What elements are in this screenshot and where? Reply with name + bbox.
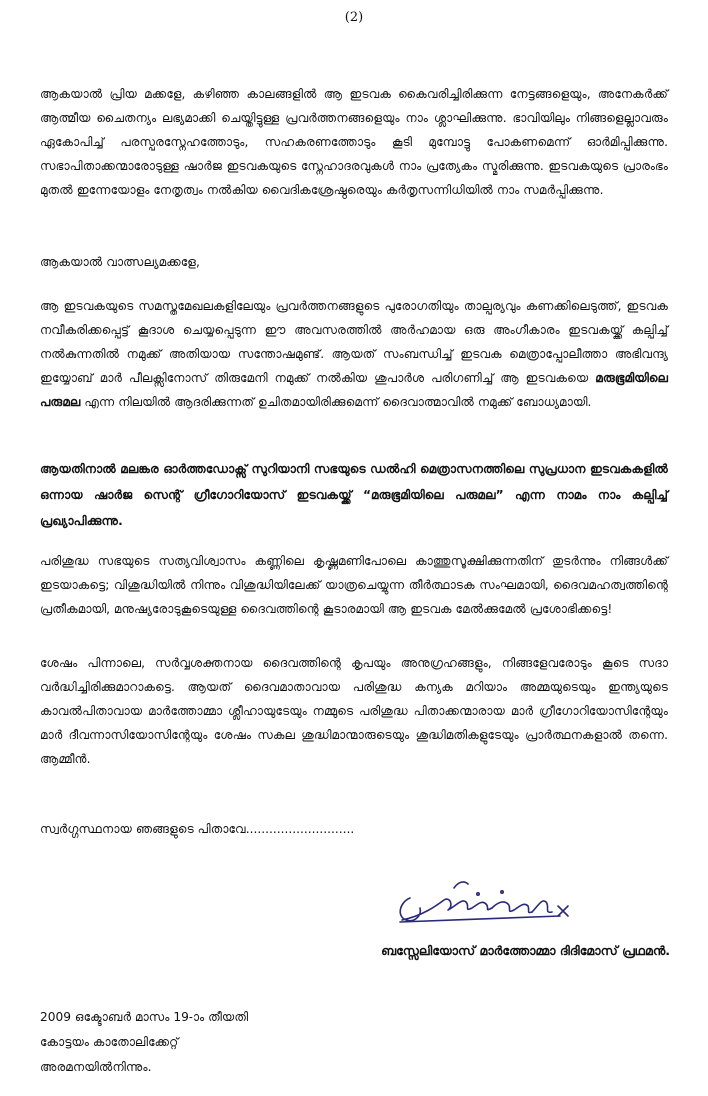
footer-block	[40, 1005, 440, 1080]
recognition-text-part2: എന്ന നിലയിൽ ആദരിക്കുന്നത് ഉചിതമായിരിക്കുമെന്ന് ദൈവാത്മാവിൽ നമുക്ക് ബോധ്യമായി.	[84, 395, 592, 409]
paragraph-lords-prayer: സ്വർഗ്ഗസ്ഥനായ ഞങ്ങളുടെ പിതാവേ............................	[40, 822, 355, 836]
footer-place: കോട്ടയം കാതോലിക്കേറ്റ്	[40, 1035, 179, 1049]
paragraph-closing-prayer: ശേഷം പിന്നാലെ, സർവ്വശക്തനായ ദൈവത്തിന്റെ കൃപയും അനുഗ്രഹങ്ങളും, നിങ്ങളേവരോടും കൂടെ സദാ വർദ്ധിച്ചിരിക്കുമാറാകട്ടെ. ആയത് ദൈവമാതാവായ പരിശുദ്ധ കന്യക മറിയാം അമ്മയുടെയും ഇന്ത്യയുടെ കാവൽപിതാവായ മാർത്തോമ്മാ ശ്ലീഹായുടേയും നമ്മുടെ പരിശുദ്ധ പിതാക്കന്മാരായ മാർ ഗ്രീഗോറിയോസിന്റേയും മാർ ദീവന്നാസിയോസിന്റേയും ശേഷം സകല ശുദ്ധിമാന്മാരുടെയും ശുദ്ധിമതികളുടേയും പ്രാർത്ഥനകളാൽ തന്നെ. ആമ്മീൻ.	[40, 656, 668, 766]
signer-name: ബസ്സേലിയോസ് മാർത്തോമ്മാ ദിദിമോസ് പ്രഥമൻ.	[381, 943, 670, 958]
signature-image	[392, 876, 582, 930]
page-number: (2)	[344, 10, 364, 25]
paragraph-recognition	[40, 294, 668, 414]
paragraph-proclamation: ആയതിനാൽ മലങ്കര ഓർത്തഡോക്സ് സുറിയാനി സഭയുടെ ഡൽഹി മെത്രാസനത്തിലെ സുപ്രധാന ഇടവകകളിൽ ഒന്നായ ഷാർജ സെന്റ് ഗ്രീഗോറിയോസ് ഇടവകയ്ക്ക് “മരുഭൂമിയിലെ പരുമല” എന്ന നാമം നാം കല്പിച്ച് പ്രഖ്യാപിക്കുന്നു.	[40, 462, 668, 528]
paragraph-appreciation: ആകയാൽ പ്രിയ മക്കളേ, കഴിഞ്ഞ കാലങ്ങളിൽ ആ ഇടവക കൈവരിച്ചിരിക്കുന്ന നേട്ടങ്ങളെയും, അനേകർക്ക് ആത്മീയ ചൈതന്യം ലഭ്യമാക്കി ചെയ്തിട്ടുള്ള പ്രവർത്തനങ്ങളെയും നാം ശ്ലാഘിക്കുന്നു. ഭാവിയിലും നിങ്ങളെല്ലാവരും ഏകോപിച്ച് പരസ്പരസ്നേഹത്തോടും, സഹകരണത്തോടും കൂടി മുമ്പോട്ടു പോകണമെന്ന് ഓർമിപ്പിക്കുന്നു. സഭാപിതാക്കന്മാരോടുള്ള ഷാർജ ഇടവകയുടെ സ്നേഹാദരവുകൾ നാം പ്രത്യേകം സ്മരിക്കുന്നു. ഇടവകയുടെ പ്രാരംഭം മുതൽ ഇന്നേയോളം നേതൃത്വം നൽകിയ വൈദികശ്രേഷ്ഠരെയും കർതൃസന്നിധിയിൽ നാം സമർപ്പിക്കുന്നു.	[40, 87, 668, 197]
recognition-title: മരുഭൂമിയിലെ പരുമല	[40, 371, 669, 409]
footer-date: 2009 ഒക്ടോബർ മാസം 19-ാം തീയതി	[40, 1010, 249, 1024]
paragraph-blessing: പരിശുദ്ധ സഭയുടെ സത്യവിശ്വാസം കണ്ണിലെ കൃഷ്ണമണിപോലെ കാത്തുസൂക്ഷിക്കുന്നതിന് തുടർന്നും നിങ്ങൾക്ക് ഇടയാകട്ടെ; വിശുദ്ധിയിൽ നിന്നും വിശുദ്ധിയിലേക്ക് യാത്രചെയ്യുന്ന തീർത്ഥാടക സംഘമായി, ദൈവമഹത്വത്തിന്റെ പ്രതീകമായി, മനുഷ്യരോടുകൂടെയുള്ള ദൈവത്തിന്റെ കൂടാരമായി ആ ഇടവക മേൽക്കുമേൽ പ്രശോഭിക്കട്ടെ!	[40, 554, 668, 616]
paragraph-salutation: ആകയാൽ വാത്സല്യമക്കളേ,	[40, 255, 200, 269]
footer-origin: അരമനയിൽനിന്നും.	[40, 1060, 152, 1074]
recognition-text-part1: ആ ഇടവകയുടെ സമസ്തമേഖലകളിലേയും പ്രവർത്തനങ്ങളുടെ പുരോഗതിയും താല്പര്യവും കണക്കിലെടുത്ത്, ഇടവക നവീകരിക്കപ്പെട്ട് കൂദാശ ചെയ്യപ്പെടുന്ന ഈ അവസരത്തിൽ അർഹമായ ഒരു അംഗീകാരം ഇടവകയ്ക്ക് കല്പിച്ച് നൽകുന്നതിൽ നമുക്ക് അതിയായ സന്തോഷമുണ്ട്. ആയത് സംബന്ധിച്ച് ഇടവക മെത്രാപ്പോലീത്താ അഭിവന്ദ്യ ഇയ്യോബ് മാർ പീലക്സിനോസ് തിരുമേനി നമുക്ക് നൽകിയ ശുപാർശ പരിഗണിച്ച് ആ ഇടവകയെ	[40, 299, 668, 385]
